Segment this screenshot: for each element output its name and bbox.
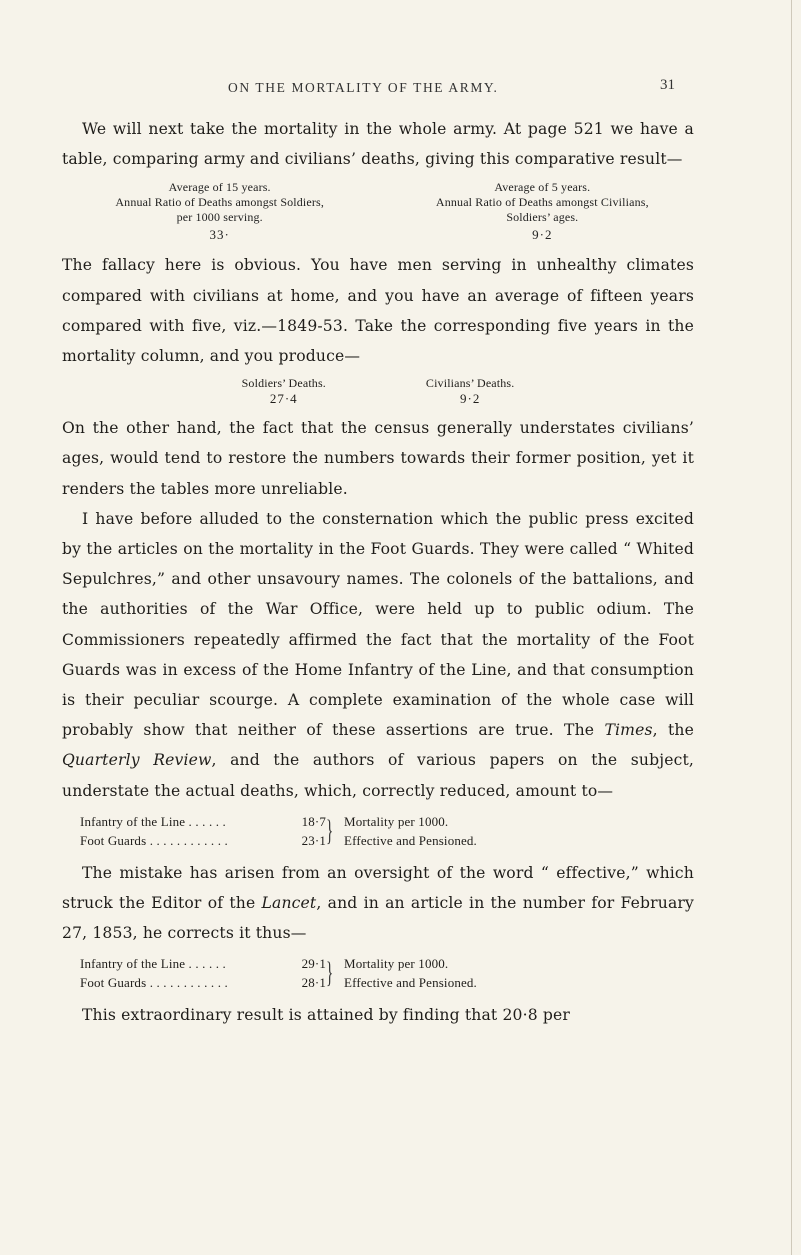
page-body — [62, 114, 694, 1031]
civilians-value: 9·2 — [532, 227, 553, 243]
comparison-table-2 — [62, 375, 694, 407]
civilians-column — [391, 180, 694, 242]
mort1-row-infantry: Infantry of the Line . . . . . . 18·7 — [80, 813, 326, 829]
paragraph-2: The fallacy here is obvious. You have men serving in unhealthy climates compared with civilians at home, and you have an average of fifteen years compared with five, viz.—1849-53. Take the corresponding five years in the mortality column, and you produce— — [62, 256, 694, 366]
paragraph-6: This extraordinary result is attained by finding that 20·8 per — [82, 1006, 570, 1025]
paragraph-3: On the other hand, the fact that the census generally understates civilians’ ages, would tend to restore the numbers towards their former position, yet it renders the tables more unreliable. — [62, 419, 694, 498]
soldiers-line3: per 1000 serving. — [176, 210, 263, 225]
mort2-note1: Mortality per 1000. — [344, 956, 449, 972]
comparison-table-1 — [62, 180, 694, 242]
mortality-table-2 — [80, 954, 694, 992]
soldiers-value: 33· — [209, 227, 230, 243]
mort2-row-infantry: Infantry of the Line . . . . . . 29·1 — [80, 956, 326, 972]
mort2-note2: Effective and Pensioned. — [344, 975, 477, 991]
quarterly-review-title: Quarterly Review — [62, 751, 212, 770]
mort1-row-guards: Foot Guards . . . . . . . . . . . . 23·1 — [80, 832, 326, 848]
header-title: ON THE MORTALITY OF THE ARMY. — [228, 80, 499, 95]
soldiers-column — [62, 180, 371, 242]
civilians-deaths — [426, 375, 514, 407]
civilians-line3: Soldiers’ ages. — [506, 210, 579, 225]
brace-icon: } — [326, 956, 334, 990]
para4-text-1: I have before alluded to the consternation which the public press excited by the articles on the mortality in the Foot Guards. They were called “ Whited Sepulchres,” and other unsavoury names. The colonels of the battalions, and the authorities of the War Office, were held up to public odium. The Commissioners repeatedly affirmed the fact that the mortality of the Foot Guards was in excess of the Home Infantry of the Line, and that consumption is their peculiar scourge. A complete examination of the whole case will probably show that neither of these assertions are true. The — [62, 509, 694, 740]
civilians-line2: Annual Ratio of Deaths amongst Civilians, — [435, 195, 649, 210]
para4-text-3: , and the authors of various papers on the subject, understate the actual deaths, which, correctly reduced, amount to— — [62, 751, 694, 800]
page-edge-line — [791, 0, 792, 1255]
page-number: 31 — [660, 77, 675, 93]
soldiers-deaths-value: 27·4 — [269, 391, 298, 407]
times-title: Times — [604, 721, 653, 740]
paragraph-5: The mistake has arisen from an oversight of the word “ effective,” which struck the Editor of the Lancet, and in an article in the number for February 27, 1853, he corrects it thus— — [62, 863, 694, 943]
brace-icon: } — [326, 813, 334, 847]
paragraph-1: We will next take the mortality in the whole army. At page 521 we have a table, comparing army and civilians’ deaths, giving this comparative result— — [62, 120, 694, 169]
para4-text-2: , the — [652, 721, 694, 740]
mort1-note1: Mortality per 1000. — [344, 813, 449, 829]
civilians-deaths-value: 9·2 — [459, 391, 481, 407]
mort2-row-guards: Foot Guards . . . . . . . . . . . . 28·1 — [80, 975, 326, 991]
soldiers-deaths-label: Soldiers’ Deaths. — [241, 376, 326, 391]
civilians-line1: Average of 5 years. — [494, 180, 591, 195]
soldiers-line2: Annual Ratio of Deaths amongst Soldiers, — [115, 195, 324, 210]
soldiers-deaths — [242, 375, 326, 407]
civilians-deaths-label: Civilians’ Deaths. — [425, 376, 515, 391]
lancet-title: Lancet — [261, 894, 317, 913]
mort1-note2: Effective and Pensioned. — [344, 832, 477, 848]
mortality-table-1 — [80, 812, 694, 850]
paragraph-4 — [62, 504, 694, 806]
soldiers-line1: Average of 15 years. — [168, 180, 271, 195]
